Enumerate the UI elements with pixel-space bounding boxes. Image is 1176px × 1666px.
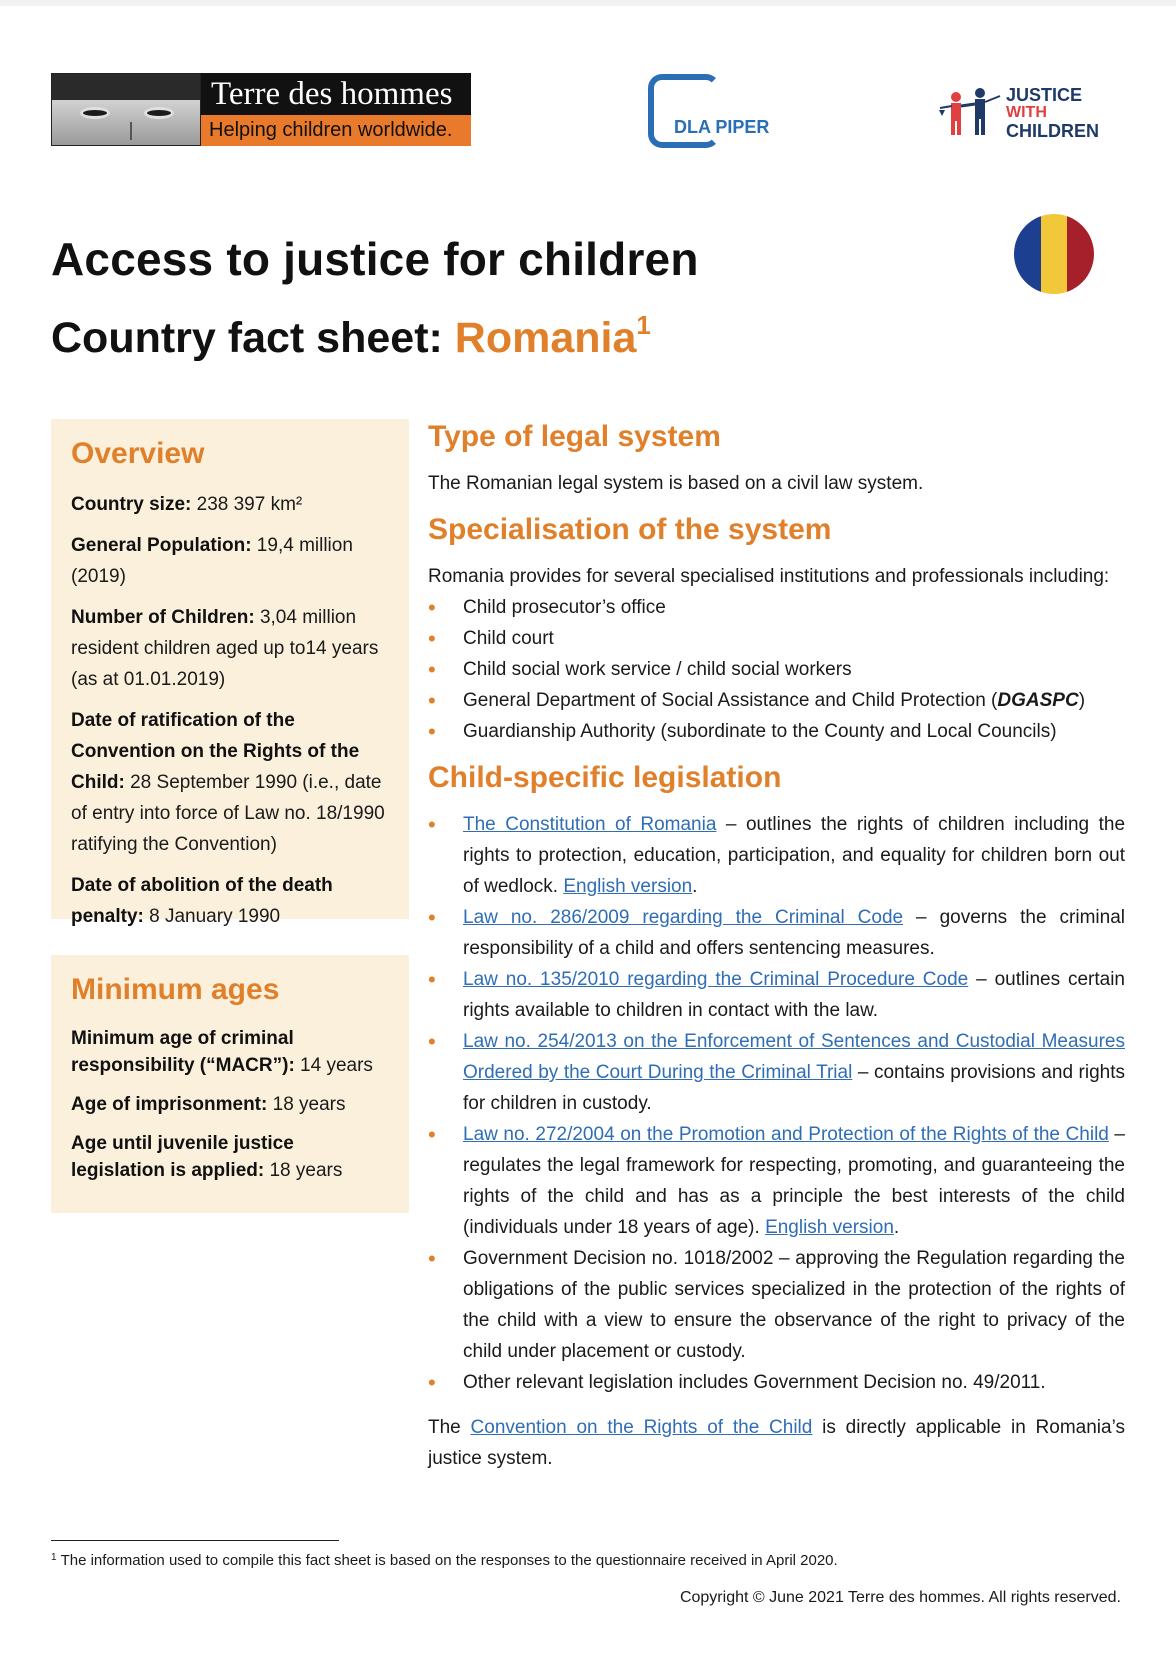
criminal-code-link[interactable]: Law no. 286/2009 regarding the Criminal Code <box>463 907 904 928</box>
list-item: • Law no. 254/2013 on the Enforcement of Sentences and Custodial Measures Ordered by the Court During the Criminal Trial – contains provisions and rights for children in custody. <box>428 1026 1125 1119</box>
overview-box <box>51 419 409 927</box>
legal-system-text: The Romanian legal system is based on a civil law system. <box>428 473 924 494</box>
overview-entry: Date of ratification of the Convention on the Rights of the Child: 28 September 1990 (i.e., date of entry into force of Law no. 18/1990 ratifying the Convention) <box>71 710 385 855</box>
tdh-name: Terre des hommes <box>201 73 471 115</box>
constitution-link[interactable]: The Constitution of Romania <box>463 814 717 835</box>
age-entry: Minimum age of criminal responsibility (“MACR”): 14 years <box>71 1028 373 1076</box>
list-item: • Child social work service / child social workers <box>428 654 1125 685</box>
rights-of-the-child-law-link[interactable]: Law no. 272/2004 on the Promotion and Protection of the Rights of the Child <box>463 1124 1109 1145</box>
copyright: Copyright © June 2021 Terre des hommes. All rights reserved. <box>679 1589 1121 1606</box>
tdh-tagline: Helping children worldwide. <box>201 115 471 146</box>
list-item: • Guardianship Authority (subordinate to the County and Local Councils) <box>428 716 1125 747</box>
english-version-link[interactable]: English version <box>563 876 693 897</box>
page-title: Access to justice for children <box>51 233 699 285</box>
romania-flag-icon <box>1014 214 1094 294</box>
terre-des-hommes-logo <box>51 73 471 146</box>
list-item: • Child court <box>428 623 1125 654</box>
enforcement-of-sentences-link[interactable]: Law no. 254/2013 on the Enforcement of Sentences and Custodial Measures Ordered by the Court During the Criminal Trial <box>463 1031 1125 1083</box>
specialisation-heading: Specialisation of the system <box>428 513 832 546</box>
list-item: • General Department of Social Assistance and Child Protection (DGASPC) <box>428 685 1125 716</box>
list-item: • Law no. 286/2009 regarding the Criminal Code – governs the criminal responsibility of a child and offers sentencing measures. <box>428 902 1125 964</box>
page-subtitle: Country fact sheet: Romania$^1$ <box>51 310 651 362</box>
list-item: • Law no. 135/2010 regarding the Criminal Procedure Code – outlines certain rights available to children in contact with the law. <box>428 964 1125 1026</box>
crc-link[interactable]: Convention on the Rights of the Child <box>470 1417 813 1438</box>
footnote-ref[interactable]: 1 <box>636 310 651 340</box>
list-item: • Other relevant legislation includes Government Decision no. 49/2011. <box>428 1367 1125 1398</box>
jwc-name: JUSTICE WITH CHILDREN <box>1006 85 1099 141</box>
main-content <box>428 420 1125 1474</box>
list-item: • Law no. 272/2004 on the Promotion and Protection of the Rights of the Child – regulates the legal framework for respecting, promoting, and guaranteeing the rights of the child and has as a principle the best interests of the child (individuals under 18 years of age). English version. <box>428 1119 1125 1243</box>
legal-system-heading: Type of legal system <box>428 420 721 453</box>
justice-with-children-logo <box>938 84 1118 144</box>
overview-entry: Number of Children: 3,04 million resident children aged up to14 years (as at 01.01.2019) <box>71 607 379 690</box>
legislation-heading: Child-specific legislation <box>428 761 782 794</box>
footnote-divider <box>51 1540 339 1541</box>
overview-entry: Date of abolition of the death penalty: 8 January 1990 <box>71 875 333 927</box>
dla-piper-logo <box>648 74 778 148</box>
age-entry: Age until juvenile justice legislation is applied: 18 years <box>71 1133 343 1181</box>
list-item: • Child prosecutor’s office <box>428 592 1125 623</box>
crc-paragraph: The Convention on the Rights of the Child is directly applicable in Romania’s justice system. <box>428 1417 1125 1469</box>
english-version-link[interactable]: English version <box>765 1217 894 1238</box>
child-eyes-photo <box>51 73 201 146</box>
overview-entry: General Population: 19,4 million (2019) <box>71 535 353 587</box>
footnote: $^1$ The information used to compile this fact sheet is based on the responses to the questionnaire received in April 2020. <box>51 1552 838 1569</box>
criminal-procedure-code-link[interactable]: Law no. 135/2010 regarding the Criminal Procedure Code <box>463 969 969 990</box>
overview-entry: Country size: 238 397 km² <box>71 494 303 515</box>
specialisation-intro: Romania provides for several specialised institutions and professionals including: <box>428 566 1110 587</box>
country-name: Romania <box>454 314 637 362</box>
minimum-ages-box <box>51 955 409 1213</box>
age-entry: Age of imprisonment: 18 years <box>71 1094 346 1115</box>
list-item: • The Constitution of Romania – outlines the rights of children including the rights to protection, education, participation, and equality for children born out of wedlock. English version. <box>428 809 1125 902</box>
dla-name: DLA PIPER <box>674 117 770 137</box>
minimum-ages-heading: Minimum ages <box>71 973 280 1006</box>
justice-figures-icon <box>938 86 1002 138</box>
legislation-list <box>428 809 1125 1398</box>
overview-heading: Overview <box>71 437 205 470</box>
top-strip <box>0 0 1176 6</box>
list-item: • Government Decision no. 1018/2002 – approving the Regulation regarding the obligations of the public services specialized in the protection of the rights of the child with a view to ensure the observance of the right to privacy of the child under placement or custody. <box>428 1243 1125 1367</box>
specialisation-list <box>428 592 1125 747</box>
